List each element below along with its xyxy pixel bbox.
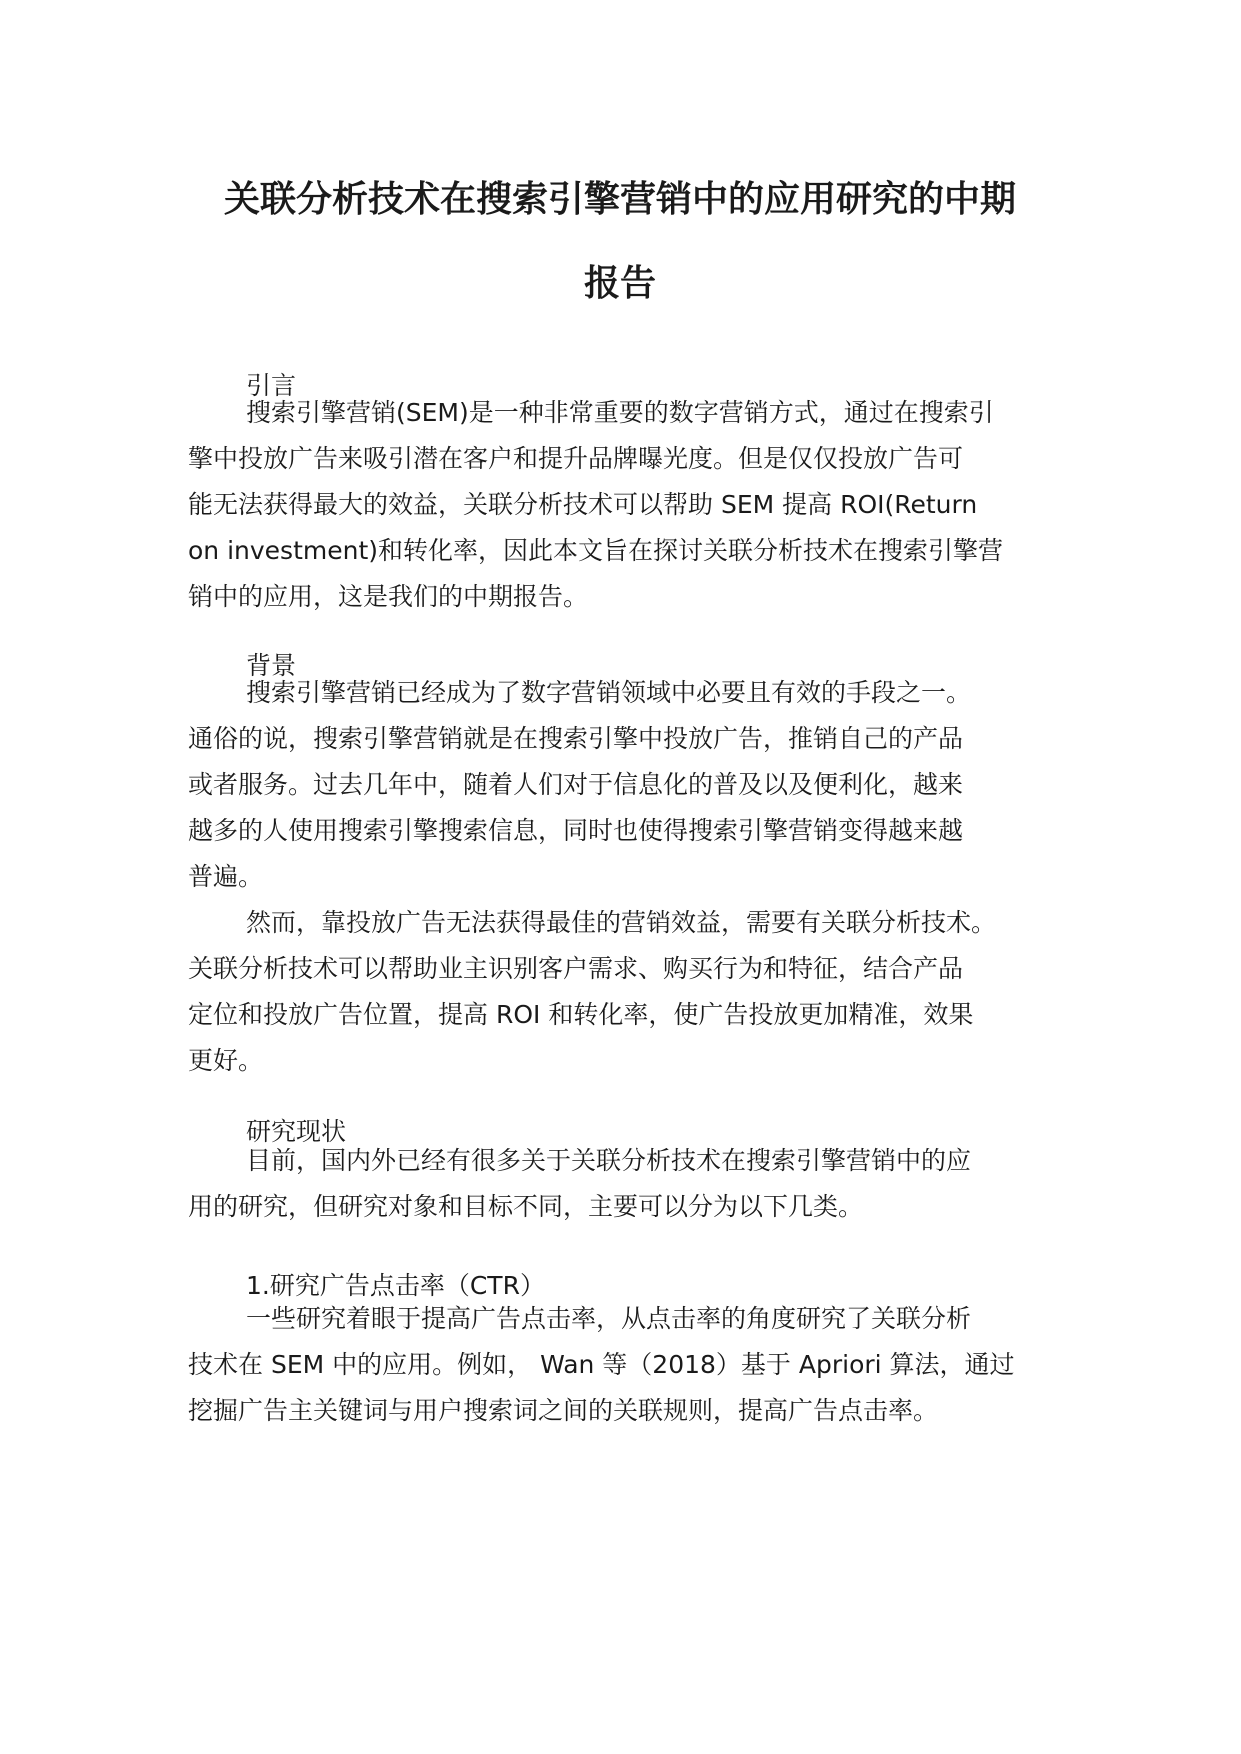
document-title-line-1: 关联分析技术在搜索引擎营销中的应用研究的中期: [223, 179, 1016, 220]
paragraph-intro: [188, 390, 1088, 620]
paragraph-line: 通俗的说，搜索引擎营销就是在搜索引擎中投放广告，推销自己的产品: [188, 724, 964, 753]
heading-text: 1.研究广告点击率（CTR）: [246, 1271, 545, 1300]
paragraph-line: 然而，靠投放广告无法获得最佳的营销效益，需要有关联分析技术。: [246, 908, 997, 937]
paragraph-line: 关联分析技术可以帮助业主识别客户需求、购买行为和特征，结合产品: [188, 954, 964, 983]
paragraph-line: 销中的应用，这是我们的中期报告。: [188, 582, 589, 611]
paragraph-line: 越多的人使用搜索引擎搜索信息，同时也使得搜索引擎营销变得越来越: [188, 816, 964, 845]
paragraph-line: 擎中投放广告来吸引潜在客户和提升品牌曝光度。但是仅仅投放广告可: [188, 444, 964, 473]
paragraph-research-status: [188, 1138, 1088, 1230]
heading-text: 背景: [246, 651, 297, 680]
paragraph-line: 或者服务。过去几年中，随着人们对于信息化的普及以及便利化，越来: [188, 770, 964, 799]
paragraph-line: 搜索引擎营销已经成为了数字营销领域中必要且有效的手段之一。: [246, 678, 972, 707]
paragraph-line: 定位和投放广告位置，提高 ROI 和转化率，使广告投放更加精准，效果: [188, 1000, 974, 1029]
paragraph-line: on investment)和转化率，因此本文旨在探讨关联分析技术在搜索引擎营: [188, 536, 1004, 565]
heading-text: 引言: [246, 371, 297, 400]
paragraph-line: 更好。: [188, 1046, 264, 1075]
paragraph-ctr: [188, 1296, 1088, 1434]
paragraph-background-2: [188, 900, 1088, 1084]
heading-text: 研究现状: [246, 1117, 347, 1146]
paragraph-line: 技术在 SEM 中的应用。例如， Wan 等（2018）基于 Apriori 算法，通过: [188, 1350, 1015, 1379]
paragraph-line: 搜索引擎营销(SEM)是一种非常重要的数字营销方式，通过在搜索引: [246, 398, 994, 427]
paragraph-line: 挖掘广告主关键词与用户搜索词之间的关联规则，提高广告点击率。: [188, 1396, 939, 1425]
paragraph-line: 一些研究着眼于提高广告点击率，从点击率的角度研究了关联分析: [246, 1304, 972, 1333]
paragraph-background-1: [188, 670, 1088, 900]
document-title-line-2: 报告: [583, 263, 656, 304]
paragraph-line: 普遍。: [188, 862, 264, 891]
paragraph-line: 能无法获得最大的效益，关联分析技术可以帮助 SEM 提高 ROI(Return: [188, 490, 978, 519]
paragraph-line: 用的研究，但研究对象和目标不同，主要可以分为以下几类。: [188, 1192, 864, 1221]
paragraph-line: 目前，国内外已经有很多关于关联分析技术在搜索引擎营销中的应: [246, 1146, 972, 1175]
